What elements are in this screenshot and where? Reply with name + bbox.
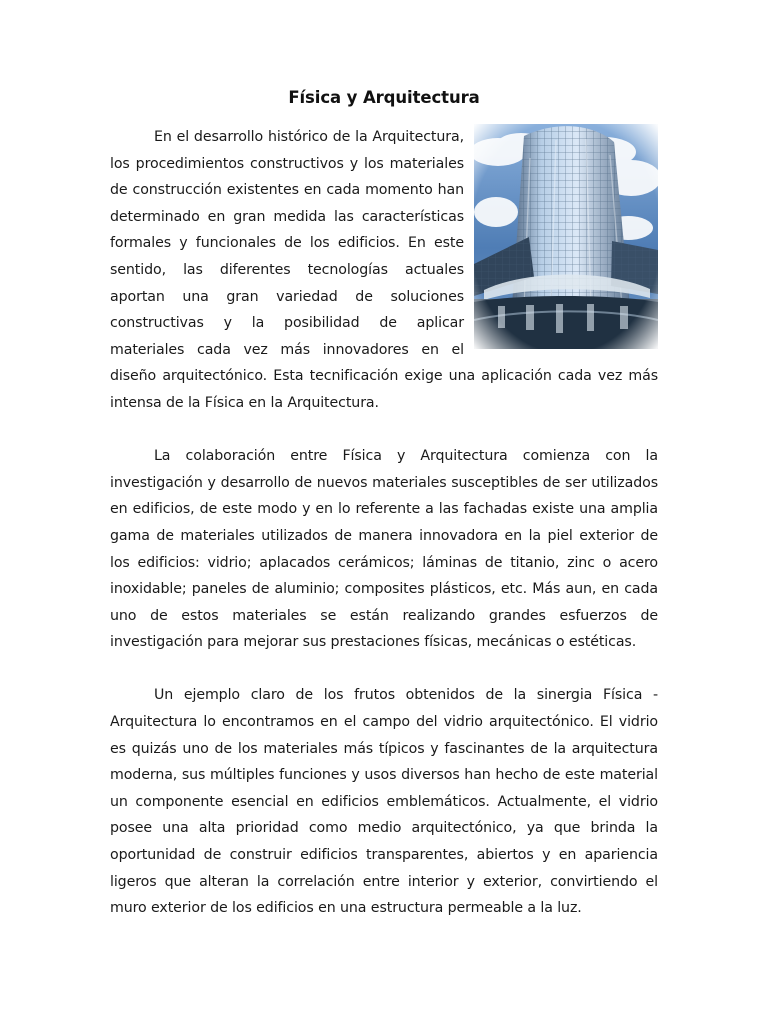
building-photo xyxy=(474,124,658,349)
paragraph-intro: En el desarrollo histórico de la Arquitectura, los procedimientos constructivos y los materiales de construcción existentes en cada momento han determinado en gran medida las características formales y funcionales de los edificios. En este sentido, las diferentes tecnologías actuales aportan una gran variedad de soluciones constructivas y la posibilidad de aplicar materiales cada vez más innovadores en el diseño arquitectónico. Esta tecnificación exige una aplicación cada vez más intensa de la Física en la Arquitectura. xyxy=(110,129,658,411)
paragraph-materials: La colaboración entre Física y Arquitectura comienza con la investigación y desarrollo de nuevos materiales susceptibles de ser utilizados en edificios, de este modo y en lo referente a las fachadas existe una amplia gama de materiales utilizados de manera innovadora en la piel exterior de los edificios: vidrio; aplacados cerámicos; láminas de titanio, zinc o acero inoxidable; paneles de aluminio; composites plásticos, etc. Más aun, en cada uno de estos materiales se están realizando grandes esfuerzos de investigación para mejorar sus prestaciones físicas, mecánicas o estéticas. xyxy=(110,448,658,651)
glass-tower-image xyxy=(474,124,658,349)
paragraph-glass: Un ejemplo claro de los frutos obtenidos de la sinergia Física - Arquitectura lo encontramos en el campo del vidrio arquitectónico. El vidrio es quizás uno de los materiales más típicos y fascinantes de la arquitectura moderna, sus múltiples funciones y usos diversos han hecho de este material un componente esencial en edificios emblemáticos. Actualmente, el vidrio posee una alta prioridad como medio arquitectónico, ya que brinda la oportunidad de construir edificios transparentes, abiertos y en apariencia ligeros que alteran la correlación entre interior y exterior, convirtiendo el muro exterior de los edificios en una estructura permeable a la luz. xyxy=(110,687,658,917)
document-body xyxy=(110,86,658,922)
page-title: Física y Arquitectura xyxy=(288,88,480,107)
